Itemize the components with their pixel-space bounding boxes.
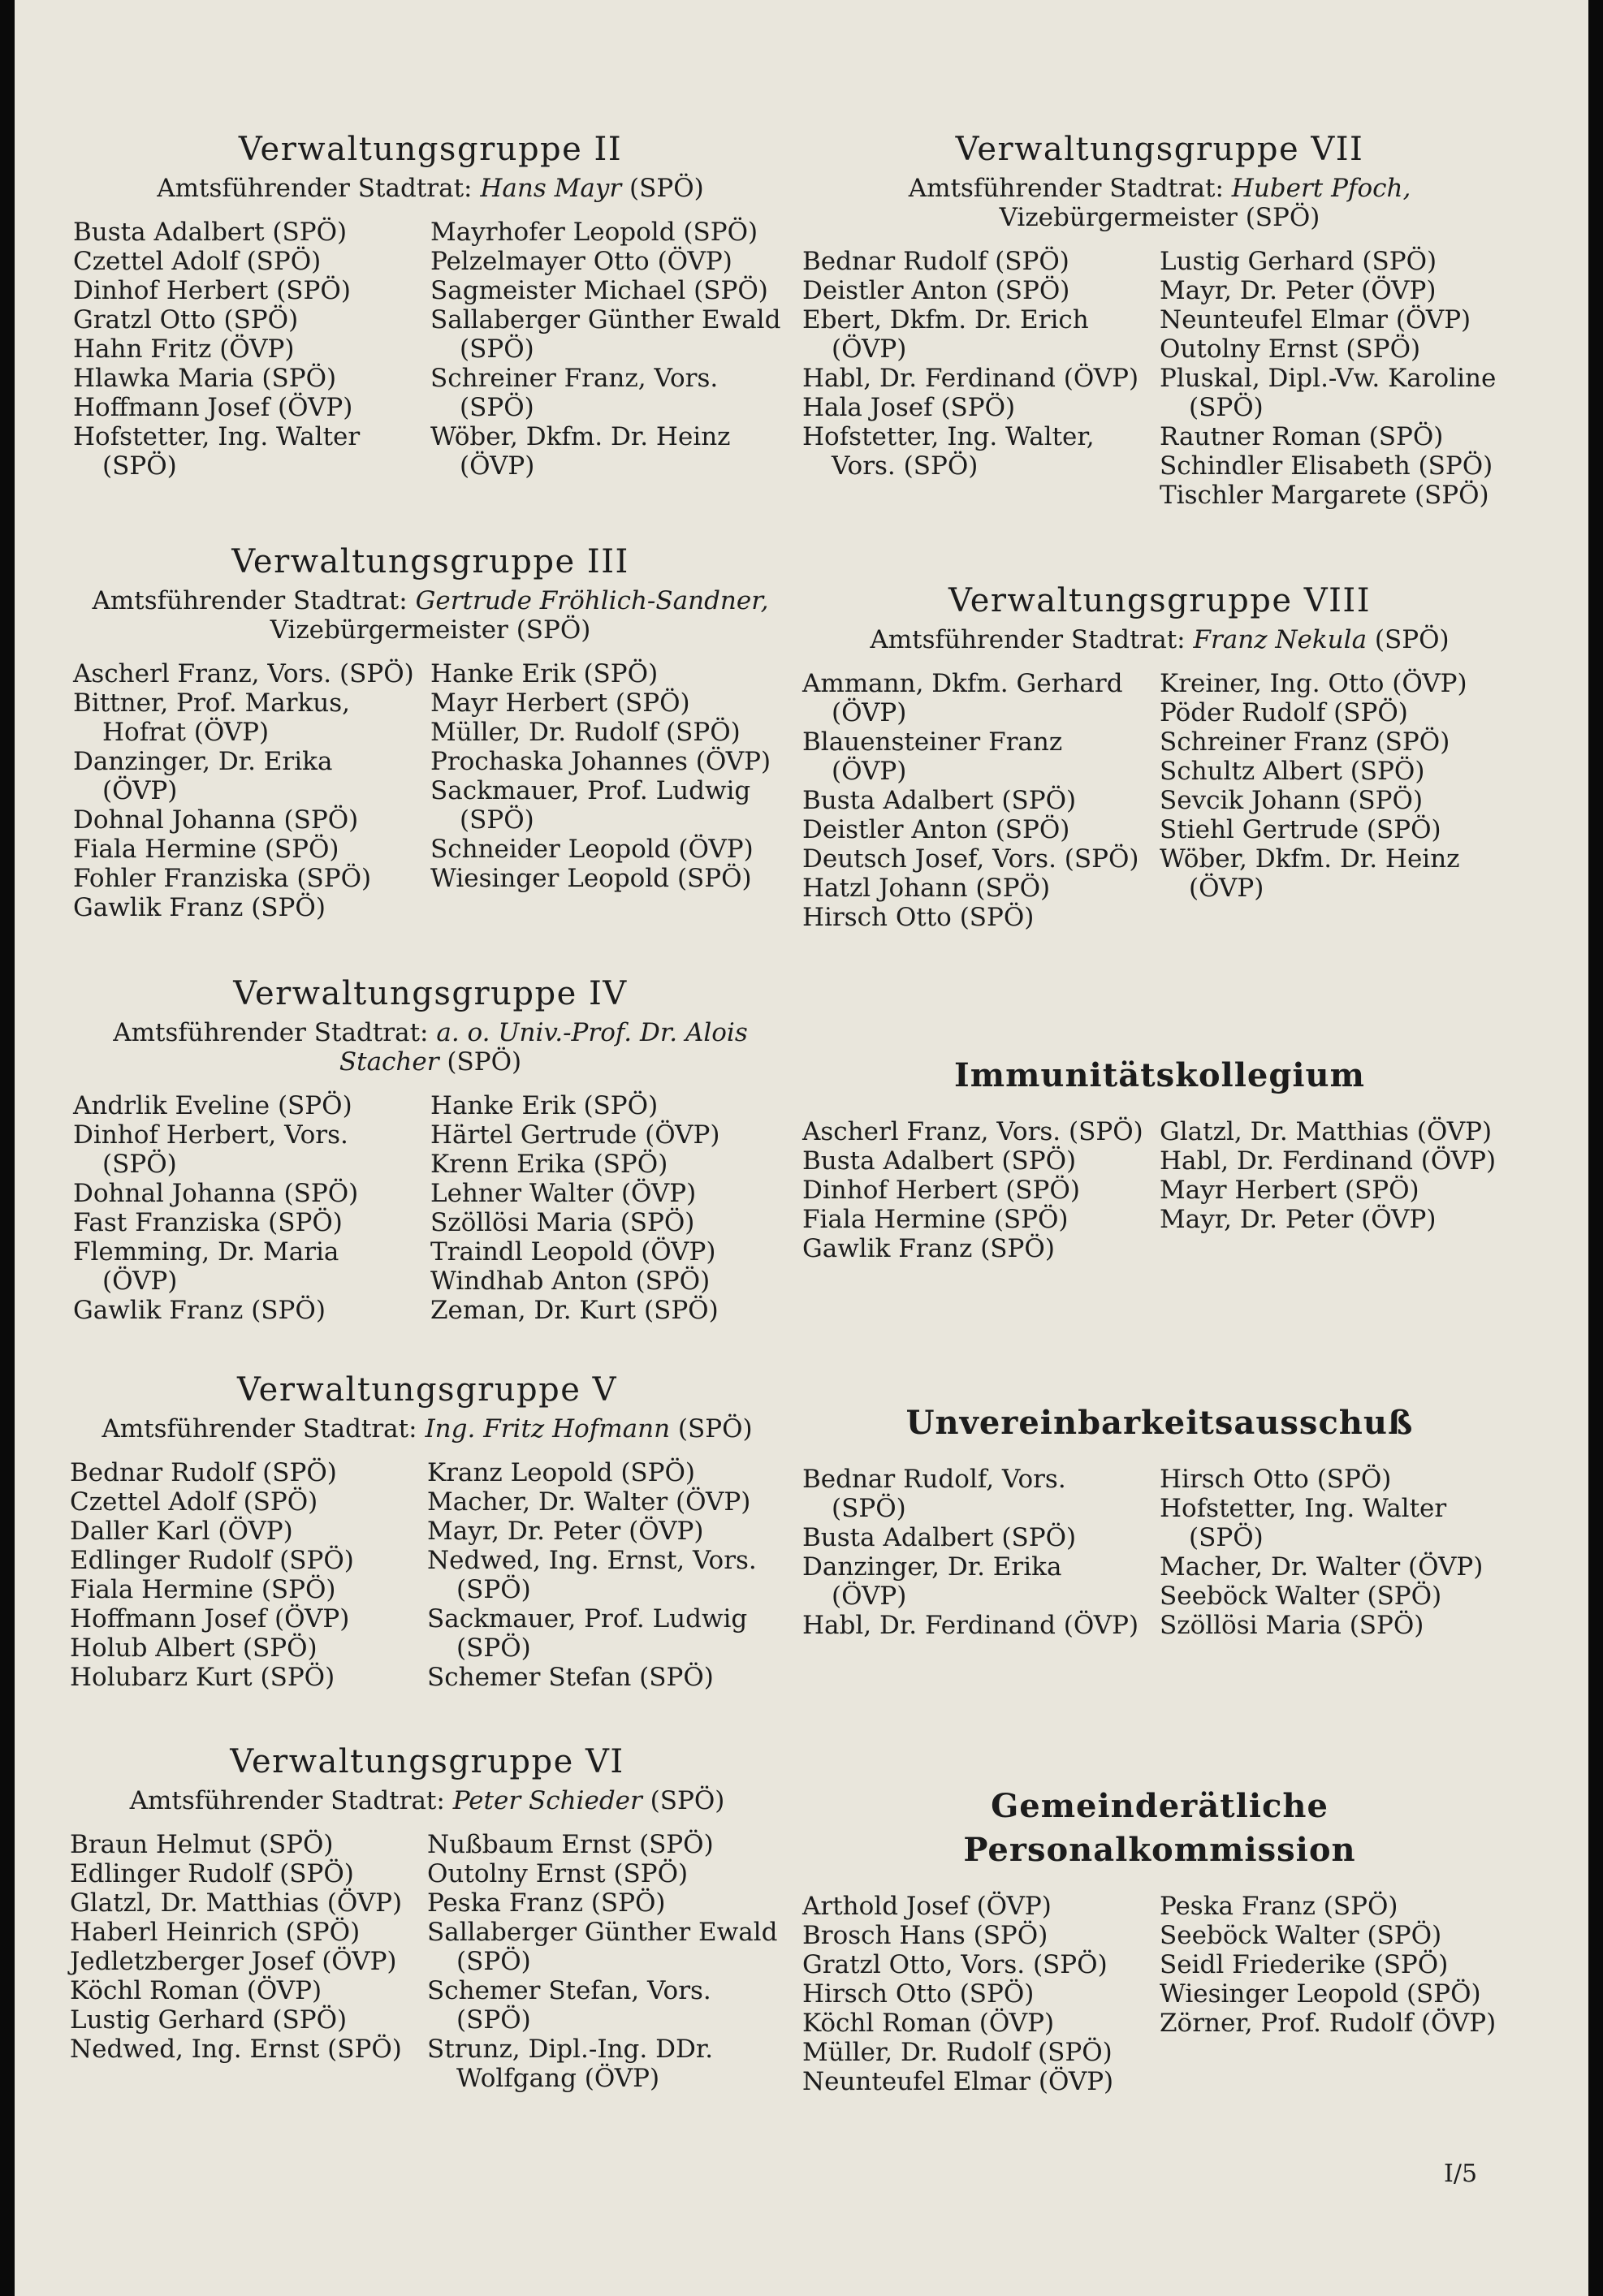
committee-unvereinbarkeit [802, 1401, 1517, 1640]
member-entry: Härtel Gertrude (ÖVP) [430, 1120, 720, 1150]
group-iv [73, 974, 788, 1325]
group-v [70, 1370, 784, 1692]
member-entry: Hofstetter, Ing. Walter, Vors. (SPÖ) [802, 422, 1095, 481]
member-entry: Pelzelmayer Otto (ÖVP) [430, 247, 732, 276]
member-entry: Ebert, Dkfm. Dr. Erich (ÖVP) [802, 305, 1089, 364]
right-member-column [430, 218, 788, 481]
member-columns [802, 247, 1517, 510]
councillor-party: (SPÖ) [1367, 625, 1450, 654]
member-entry: Ascherl Franz, Vors. (SPÖ) [802, 1117, 1143, 1146]
right-member-column [1160, 669, 1517, 932]
member-entry: Flemming, Dr. Maria (ÖVP) [73, 1237, 339, 1296]
member-entry: Peska Franz (SPÖ) [427, 1888, 666, 1918]
member-entry: Sagmeister Michael (SPÖ) [430, 276, 768, 305]
member-entry: Brosch Hans (SPÖ) [802, 1921, 1048, 1950]
member-entry: Rautner Roman (SPÖ) [1160, 422, 1444, 451]
member-entry: Lustig Gerhard (SPÖ) [70, 2005, 348, 2035]
councillor-label: Amtsführender Stadtrat: [102, 1414, 426, 1444]
member-entry: Jedletzberger Josef (ÖVP) [70, 1947, 397, 1976]
member-entry: Fiala Hermine (SPÖ) [802, 1205, 1069, 1234]
member-entry: Gawlik Franz (SPÖ) [73, 893, 326, 922]
member-entry: Traindl Leopold (ÖVP) [430, 1237, 716, 1267]
member-entry: Wöber, Dkfm. Dr. Heinz (ÖVP) [1160, 844, 1460, 903]
councillor-party: (SPÖ) [621, 174, 704, 203]
member-entry: Habl, Dr. Ferdinand (ÖVP) [802, 1611, 1139, 1640]
member-entry: Hirsch Otto (SPÖ) [802, 903, 1035, 932]
left-member-column [802, 1117, 1143, 1263]
councillor-party: (SPÖ) [439, 1047, 522, 1077]
committee-title: Gemeinderätliche Personalkommission [963, 1787, 1356, 1869]
member-entry: Schindler Elisabeth (SPÖ) [1160, 451, 1493, 481]
councillor-name: Ing. Fritz Hofmann [425, 1414, 671, 1444]
member-entry: Köchl Roman (ÖVP) [70, 1976, 322, 2005]
member-entry: Czettel Adolf (SPÖ) [73, 247, 322, 276]
member-entry: Hirsch Otto (SPÖ) [802, 1979, 1035, 2009]
right-member-column [430, 659, 788, 922]
member-entry: Danzinger, Dr. Erika (ÖVP) [802, 1552, 1062, 1611]
councillor-name: a. o. Univ.-Prof. Dr. Alois Stacher [339, 1018, 748, 1077]
member-entry: Outolny Ernst (SPÖ) [427, 1859, 689, 1888]
left-member-column [73, 1091, 414, 1325]
member-entry: Bittner, Prof. Markus, Hofrat (ÖVP) [73, 688, 351, 747]
member-entry: Haberl Heinrich (SPÖ) [70, 1918, 361, 1947]
right-member-column [430, 1091, 788, 1325]
member-entry: Holubarz Kurt (SPÖ) [70, 1663, 335, 1692]
member-entry: Mayr Herbert (SPÖ) [1160, 1176, 1419, 1205]
member-entry: Pöder Rudolf (SPÖ) [1160, 698, 1408, 727]
member-entry: Edlinger Rudolf (SPÖ) [70, 1859, 354, 1888]
member-entry: Mayr, Dr. Peter (ÖVP) [427, 1517, 704, 1546]
member-entry: Szöllösi Maria (SPÖ) [1160, 1611, 1424, 1640]
member-columns [802, 1465, 1517, 1640]
group-councillor [802, 174, 1517, 232]
member-entry: Gawlik Franz (SPÖ) [73, 1296, 326, 1325]
member-entry: Zörner, Prof. Rudolf (ÖVP) [1160, 2009, 1497, 2038]
councillor-label: Amtsführender Stadtrat: [870, 625, 1194, 654]
member-entry: Dinhof Herbert (SPÖ) [73, 276, 351, 305]
member-columns [70, 1458, 784, 1692]
member-entry: Busta Adalbert (SPÖ) [802, 1523, 1077, 1552]
group-ii [73, 130, 788, 481]
member-entry: Habl, Dr. Ferdinand (ÖVP) [1160, 1146, 1497, 1176]
right-member-column [1160, 1117, 1517, 1263]
group-vi [70, 1742, 784, 2093]
member-entry: Macher, Dr. Walter (ÖVP) [427, 1487, 751, 1517]
member-entry: Outolny Ernst (SPÖ) [1160, 334, 1421, 364]
member-entry: Wiesinger Leopold (SPÖ) [430, 864, 752, 893]
group-iii [73, 542, 788, 922]
member-entry: Hala Josef (SPÖ) [802, 393, 1016, 422]
member-entry: Hofstetter, Ing. Walter (SPÖ) [1160, 1494, 1447, 1552]
member-entry: Sevcik Johann (SPÖ) [1160, 786, 1424, 815]
group-title: Verwaltungsgruppe VIII [948, 582, 1371, 619]
member-entry: Deistler Anton (SPÖ) [802, 276, 1070, 305]
member-entry: Ascherl Franz, Vors. (SPÖ) [73, 659, 414, 688]
left-member-column [802, 1892, 1143, 2096]
member-columns [73, 1091, 788, 1325]
member-entry: Dinhof Herbert (SPÖ) [802, 1176, 1080, 1205]
member-entry: Pluskal, Dipl.-Vw. Karoline (SPÖ) [1160, 364, 1497, 422]
group-councillor [73, 174, 788, 203]
councillor-party: (SPÖ) [670, 1414, 753, 1444]
member-entry: Hirsch Otto (SPÖ) [1160, 1465, 1392, 1494]
member-entry: Seidl Friederike (SPÖ) [1160, 1950, 1449, 1979]
member-entry: Lehner Walter (ÖVP) [430, 1179, 697, 1208]
member-entry: Schneider Leopold (ÖVP) [430, 835, 754, 864]
member-entry: Nedwed, Ing. Ernst (SPÖ) [70, 2035, 402, 2064]
member-entry: Schreiner Franz, Vors. (SPÖ) [430, 364, 719, 422]
member-entry: Glatzl, Dr. Matthias (ÖVP) [70, 1888, 403, 1918]
councillor-party: (SPÖ) [642, 1786, 725, 1815]
member-entry: Dinhof Herbert, Vors. (SPÖ) [73, 1120, 348, 1179]
right-member-column [427, 1458, 784, 1692]
member-entry: Szöllösi Maria (SPÖ) [430, 1208, 695, 1237]
member-columns [73, 659, 788, 922]
page-number: I/5 [1444, 2160, 1478, 2188]
left-member-column [73, 659, 414, 922]
member-entry: Glatzl, Dr. Matthias (ÖVP) [1160, 1117, 1493, 1146]
member-entry: Bednar Rudolf, Vors. (SPÖ) [802, 1465, 1066, 1523]
member-entry: Dohnal Johanna (SPÖ) [73, 805, 359, 835]
member-entry: Sackmauer, Prof. Ludwig (SPÖ) [430, 776, 751, 835]
group-councillor [73, 1018, 788, 1077]
member-entry: Danzinger, Dr. Erika (ÖVP) [73, 747, 333, 805]
member-columns [802, 669, 1517, 932]
member-columns [73, 218, 788, 481]
member-columns [70, 1830, 784, 2093]
left-member-column [802, 247, 1143, 510]
member-columns [802, 1117, 1517, 1263]
member-entry: Müller, Dr. Rudolf (SPÖ) [802, 2038, 1113, 2067]
member-entry: Tischler Margarete (SPÖ) [1160, 481, 1489, 510]
member-entry: Mayr, Dr. Peter (ÖVP) [1160, 276, 1437, 305]
member-entry: Busta Adalbert (SPÖ) [802, 1146, 1077, 1176]
councillor-name: Peter Schieder [452, 1786, 642, 1815]
member-entry: Sallaberger Günther Ewald (SPÖ) [430, 305, 781, 364]
councillor-label: Amtsführender Stadtrat: [908, 174, 1232, 203]
councillor-name: Hans Mayr [480, 174, 622, 203]
member-entry: Schreiner Franz (SPÖ) [1160, 727, 1450, 757]
member-entry: Prochaska Johannes (ÖVP) [430, 747, 771, 776]
councillor-label: Amtsführender Stadtrat: [157, 174, 481, 203]
member-entry: Fiala Hermine (SPÖ) [70, 1575, 336, 1604]
member-entry: Bednar Rudolf (SPÖ) [70, 1458, 337, 1487]
member-entry: Czettel Adolf (SPÖ) [70, 1487, 318, 1517]
member-entry: Andrlik Eveline (SPÖ) [73, 1091, 352, 1120]
document-page [15, 0, 1588, 2296]
member-entry: Strunz, Dipl.-Ing. DDr. Wolfgang (ÖVP) [427, 2035, 714, 2093]
group-title: Verwaltungsgruppe V [236, 1371, 618, 1409]
member-entry: Müller, Dr. Rudolf (SPÖ) [430, 718, 741, 747]
committee-personalkommission [802, 1785, 1517, 2096]
group-councillor [70, 1786, 784, 1815]
group-councillor [73, 586, 788, 645]
member-entry: Windhab Anton (SPÖ) [430, 1267, 711, 1296]
member-entry: Mayr, Dr. Peter (ÖVP) [1160, 1205, 1437, 1234]
member-entry: Neunteufel Elmar (ÖVP) [1160, 305, 1471, 334]
member-entry: Seeböck Walter (SPÖ) [1160, 1921, 1442, 1950]
member-entry: Schemer Stefan, Vors. (SPÖ) [427, 1976, 711, 2035]
member-entry: Hahn Fritz (ÖVP) [73, 334, 295, 364]
member-entry: Kreiner, Ing. Otto (ÖVP) [1160, 669, 1467, 698]
member-entry: Krenn Erika (SPÖ) [430, 1150, 668, 1179]
member-entry: Sallaberger Günther Ewald (SPÖ) [427, 1918, 778, 1976]
member-entry: Deutsch Josef, Vors. (SPÖ) [802, 844, 1139, 874]
left-member-column [802, 1465, 1143, 1640]
member-entry: Braun Helmut (SPÖ) [70, 1830, 334, 1859]
member-entry: Ammann, Dkfm. Gerhard (ÖVP) [802, 669, 1123, 727]
member-entry: Habl, Dr. Ferdinand (ÖVP) [802, 364, 1139, 393]
member-entry: Schemer Stefan (SPÖ) [427, 1663, 714, 1692]
group-title: Verwaltungsgruppe III [231, 543, 629, 580]
member-entry: Fast Franziska (SPÖ) [73, 1208, 343, 1237]
member-entry: Peska Franz (SPÖ) [1160, 1892, 1398, 1921]
member-entry: Neunteufel Elmar (ÖVP) [802, 2067, 1114, 2096]
councillor-party: Vizebürgermeister (SPÖ) [999, 203, 1320, 232]
group-title: Verwaltungsgruppe II [238, 131, 623, 168]
left-member-column [70, 1830, 411, 2093]
member-entry: Hatzl Johann (SPÖ) [802, 874, 1051, 903]
councillor-label: Amtsführender Stadtrat: [129, 1786, 453, 1815]
group-councillor [802, 625, 1517, 654]
member-entry: Deistler Anton (SPÖ) [802, 815, 1070, 844]
member-entry: Blauensteiner Franz (ÖVP) [802, 727, 1063, 786]
member-entry: Macher, Dr. Walter (ÖVP) [1160, 1552, 1484, 1582]
member-entry: Seeböck Walter (SPÖ) [1160, 1582, 1442, 1611]
councillor-name: Franz Nekula [1193, 625, 1368, 654]
member-entry: Hoffmann Josef (ÖVP) [70, 1604, 350, 1634]
committee-title: Unvereinbarkeitsausschuß [905, 1404, 1414, 1442]
councillor-name: Hubert Pfoch, [1231, 174, 1411, 203]
councillor-party: Vizebürgermeister (SPÖ) [270, 615, 591, 645]
group-councillor [70, 1414, 784, 1444]
left-member-column [802, 669, 1143, 932]
right-member-column [427, 1830, 784, 2093]
member-entry: Wiesinger Leopold (SPÖ) [1160, 1979, 1481, 2009]
member-entry: Sackmauer, Prof. Ludwig (SPÖ) [427, 1604, 748, 1663]
group-viii [802, 581, 1517, 932]
group-vii [802, 130, 1517, 510]
member-columns [802, 1892, 1517, 2096]
member-entry: Fohler Franziska (SPÖ) [73, 864, 372, 893]
member-entry: Hoffmann Josef (ÖVP) [73, 393, 353, 422]
member-entry: Dohnal Johanna (SPÖ) [73, 1179, 359, 1208]
member-entry: Mayr Herbert (SPÖ) [430, 688, 690, 718]
member-entry: Köchl Roman (ÖVP) [802, 2009, 1055, 2038]
member-entry: Edlinger Rudolf (SPÖ) [70, 1546, 354, 1575]
councillor-label: Amtsführender Stadtrat: [113, 1018, 437, 1047]
group-title: Verwaltungsgruppe IV [233, 975, 628, 1012]
right-member-column [1160, 1892, 1517, 2096]
member-entry: Holub Albert (SPÖ) [70, 1634, 318, 1663]
member-entry: Bednar Rudolf (SPÖ) [802, 247, 1069, 276]
committee-immunitaet [802, 1054, 1517, 1263]
member-entry: Kranz Leopold (SPÖ) [427, 1458, 696, 1487]
member-entry: Schultz Albert (SPÖ) [1160, 757, 1425, 786]
member-entry: Hanke Erik (SPÖ) [430, 1091, 659, 1120]
member-entry: Arthold Josef (ÖVP) [802, 1892, 1052, 1921]
committee-title: Immunitätskollegium [954, 1056, 1365, 1094]
member-entry: Nußbaum Ernst (SPÖ) [427, 1830, 714, 1859]
member-entry: Gawlik Franz (SPÖ) [802, 1234, 1055, 1263]
member-entry: Hanke Erik (SPÖ) [430, 659, 659, 688]
member-entry: Wöber, Dkfm. Dr. Heinz (ÖVP) [430, 422, 731, 481]
member-entry: Hlawka Maria (SPÖ) [73, 364, 337, 393]
group-title: Verwaltungsgruppe VII [955, 131, 1364, 168]
member-entry: Nedwed, Ing. Ernst, Vors. (SPÖ) [427, 1546, 757, 1604]
left-member-column [73, 218, 414, 481]
member-entry: Daller Karl (ÖVP) [70, 1517, 293, 1546]
councillor-label: Amtsführender Stadtrat: [92, 586, 416, 615]
member-entry: Zeman, Dr. Kurt (SPÖ) [430, 1296, 719, 1325]
member-entry: Busta Adalbert (SPÖ) [802, 786, 1077, 815]
member-entry: Mayrhofer Leopold (SPÖ) [430, 218, 758, 247]
councillor-name: Gertrude Fröhlich-Sandner, [415, 586, 769, 615]
member-entry: Lustig Gerhard (SPÖ) [1160, 247, 1437, 276]
group-title: Verwaltungsgruppe VI [230, 1743, 624, 1780]
right-member-column [1160, 247, 1517, 510]
member-entry: Hofstetter, Ing. Walter (SPÖ) [73, 422, 361, 481]
member-entry: Gratzl Otto (SPÖ) [73, 305, 299, 334]
right-member-column [1160, 1465, 1517, 1640]
member-entry: Gratzl Otto, Vors. (SPÖ) [802, 1950, 1108, 1979]
member-entry: Fiala Hermine (SPÖ) [73, 835, 339, 864]
member-entry: Busta Adalbert (SPÖ) [73, 218, 348, 247]
member-entry: Stiehl Gertrude (SPÖ) [1160, 815, 1441, 844]
left-member-column [70, 1458, 411, 1692]
